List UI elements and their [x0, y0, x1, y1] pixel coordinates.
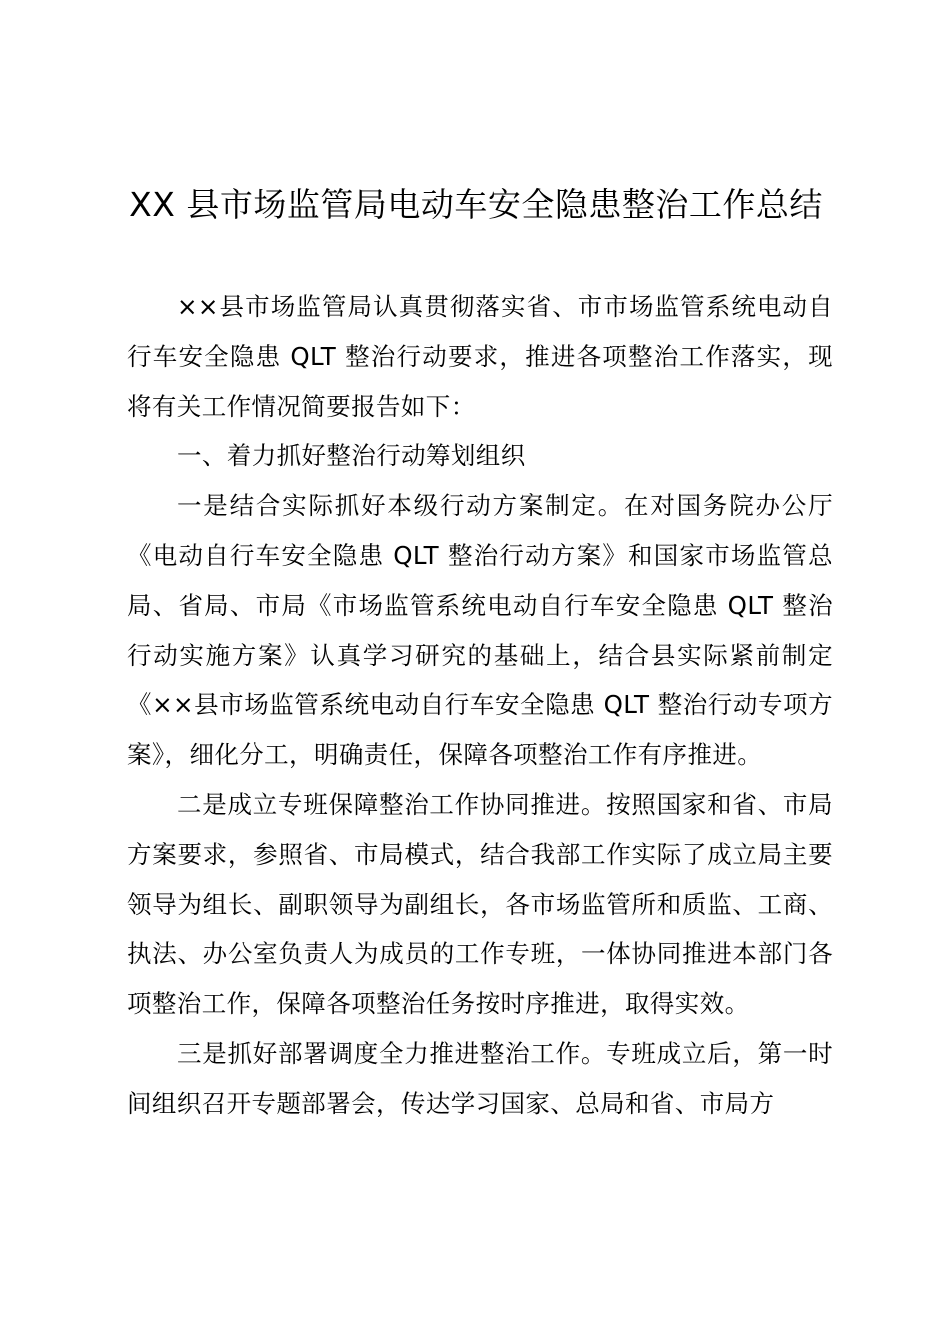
paragraph-intro: ××县市场监管局认真贯彻落实省、市市场监管系统电动自行车安全隐患 QLT 整治行动要求，推进各项整治工作落实，现将有关工作情况简要报告如下：: [127, 292, 833, 421]
document-title: XX 县市场监管局电动车安全隐患整治工作总结: [129, 185, 823, 224]
paragraph-item-3: 三是抓好部署调度全力推进整治工作。专班成立后，第一时间组织召开专题部署会，传达学习国家、总局和省、市局方: [127, 1038, 833, 1118]
paragraph-item-2: 二是成立专班保障整治工作协同推进。按照国家和省、市局方案要求，参照省、市局模式，结合我部工作实际了成立局主要领导为组长、副职领导为副组长，各市场监管所和质监、工商、执法、办公室负责人为成员的工作专班，一体协同推进本部门各项整治工作，保障各项整治任务按时序推进，取得实效。: [127, 789, 833, 1019]
paragraph-item-1: 一是结合实际抓好本级行动方案制定。在对国务院办公厅《电动自行车安全隐患 QLT 整治行动方案》和国家市场监管总局、省局、市局《市场监管系统电动自行车安全隐患 QLT 整治行动实施方案》认真学习研究的基础上，结合县实际紧前制定《××县市场监管系统电动自行车安全隐患 QLT 整治行动专项方案》，细化分工，明确责任，保障各项整治工作有序推进。: [127, 491, 833, 770]
document-body: [127, 282, 833, 1129]
section-heading: 一、着力抓好整治行动筹划组织: [177, 441, 526, 471]
